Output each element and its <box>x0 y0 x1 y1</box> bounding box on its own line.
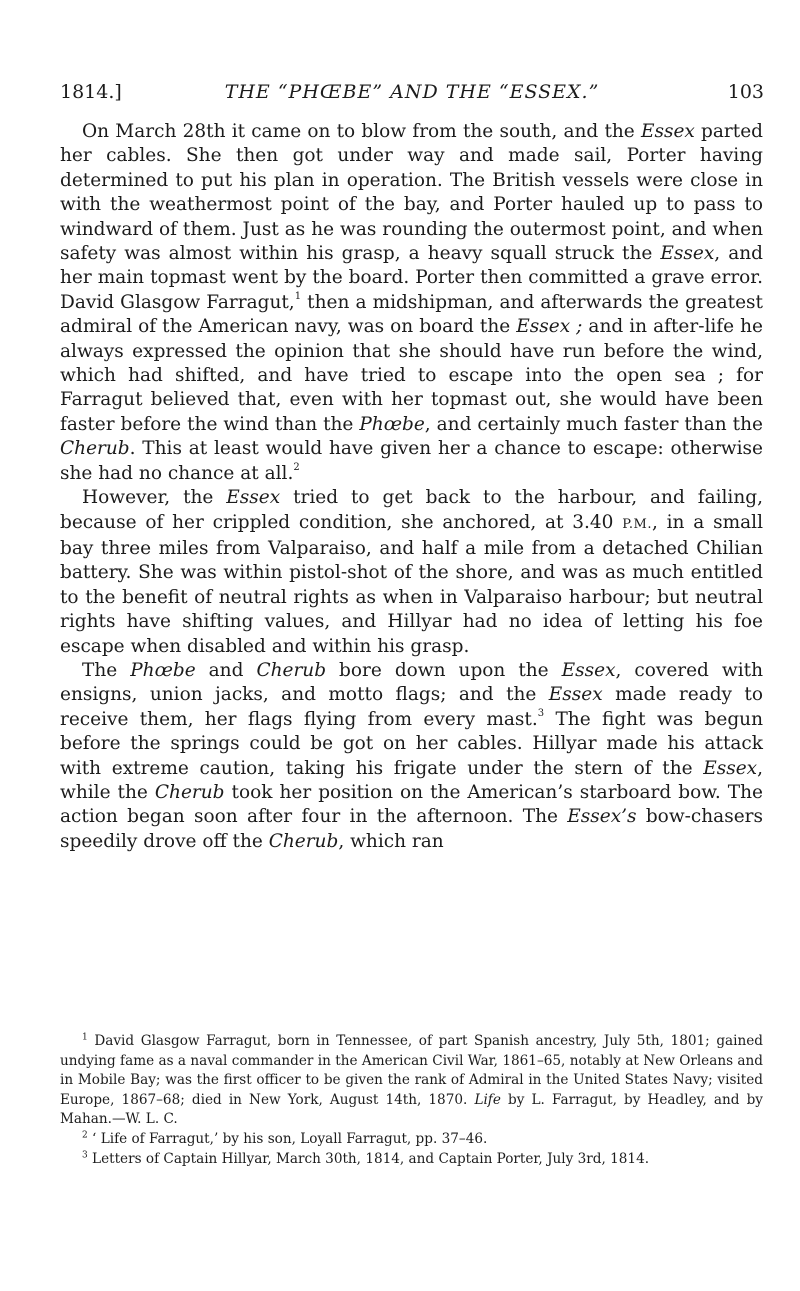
book-title: Life <box>474 1091 501 1108</box>
text-run: , and her main topmast went by the board. Porter then committed a grave error. David Glasgow Farragut, <box>60 243 763 313</box>
ship-name: Essex <box>640 121 695 142</box>
ship-name: Phœbe <box>359 413 425 435</box>
footnote-ref: 3 <box>537 707 545 719</box>
footnote-text: Letters of Captain Hillyar, March 30th, 1814, and Captain Porter, July 3rd, 1814. <box>87 1150 650 1167</box>
footnote-ref: 1 <box>294 290 302 302</box>
text-run: On March 28th it came on to blow from the south, and the <box>82 121 641 142</box>
footnote-mark: 3 <box>82 1150 88 1161</box>
text-run: parted her cables. She then got under way and made sail, Porter having determined to put his plan in operation. The British vessels were close in with the weathermost point of the bay, and Porter hauled up to pass to windward of them. Just as he was rounding the outermost point, and when safety was almost within his grasp, a heavy squall struck the <box>60 121 763 265</box>
footnote-mark: 2 <box>82 1130 88 1141</box>
body-text <box>60 120 763 854</box>
time-abbrev: P.M. <box>622 516 652 532</box>
text-run: . This at least would have given her a chance to escape: otherwise she had no chance at all. <box>60 438 763 484</box>
running-head-year: 1814.] <box>60 81 122 103</box>
footnote-text: David Glasgow Farragut, born in Tennessee, of part Spanish ancestry, July 5th, 1801; gained undying fame as a naval commander in the American Civil War, 1861–65, notably at New Orleans and in Mobile Bay; was the first officer to be given the rank of Admiral in the United States Navy; visited Europe, 1867–68; died in New York, August 14th, 1870. <box>60 1033 763 1108</box>
footnotes <box>60 1032 763 1169</box>
paragraph-3 <box>60 659 763 854</box>
footnote-1 <box>60 1032 763 1130</box>
ship-name: Cherub <box>256 659 327 681</box>
text-run: The fight was begun before the springs could be got on her cables. Hillyar made his attack with extreme caution, taking his frigate under the stern of the <box>60 708 764 779</box>
footnote-text: ‘ Life of Farragut,’ by his son, Loyall Farragut, pp. 37–46. <box>87 1130 488 1147</box>
ship-name: Cherub <box>60 438 130 460</box>
text-run: , which ran <box>338 830 444 852</box>
footnote-text: by L. Farragut, by Headley, and by Mahan.—W. L. C. <box>60 1091 763 1128</box>
ship-name: Essex <box>548 684 603 706</box>
text-run: , covered with ensigns, union jacks, and motto flags; and the <box>60 659 763 706</box>
text-run: then a midshipman, and afterwards the greatest admiral of the American navy, was on board the <box>60 291 763 338</box>
footnote-3 <box>60 1150 763 1170</box>
text-run: , in a small bay three miles from Valparaiso, and half a mile from a detached Chilian battery. She was within pistol-shot of the shore, and was as much entitled to the benefit of neutral rights as when in Valparaiso harbour; but neutral rights have shifting values, and Hillyar had no idea of letting his foe escape when disabled and within his grasp. <box>60 511 763 657</box>
paragraph-1 <box>60 120 763 486</box>
page-number: 103 <box>727 81 764 103</box>
text-run: , and certainly much faster than the <box>424 413 763 435</box>
text-run: bow-chasers speedily drove off the <box>60 806 763 852</box>
ship-name: Cherub <box>154 781 225 803</box>
ship-name: Essex <box>226 487 281 509</box>
text-run: and in after-life he always expressed the opinion that she should have run before the wind, which had shifted, and have tried to escape into the open sea ; for Farragut believed that, even with her topmast out, she would have been faster before the wind than the <box>60 316 763 435</box>
ship-name: Essex ; <box>516 316 583 338</box>
paragraph-2 <box>60 486 763 659</box>
text-run: , while the <box>60 757 763 803</box>
text-run: and <box>195 659 257 681</box>
text-run: However, the <box>82 487 227 509</box>
running-head-title: THE “PHŒBE” AND THE “ESSEX.” <box>224 81 600 103</box>
ship-name: Essex <box>703 757 758 779</box>
ship-name: Cherub <box>268 830 339 852</box>
text-run: took her position on the American’s starboard bow. The action began soon after four in the afternoon. The <box>60 781 763 828</box>
text-run: The <box>82 659 131 681</box>
ship-name: Essex’s <box>567 806 637 828</box>
text-run: bore down upon the <box>326 659 562 681</box>
footnote-2 <box>60 1130 763 1150</box>
footnote-mark: 1 <box>82 1032 88 1043</box>
ship-name: Essex <box>660 243 715 265</box>
text-run: made ready to receive them, her flags flying from every mast. <box>60 684 763 730</box>
ship-name: Phœbe <box>130 659 196 681</box>
ship-name: Essex <box>561 659 616 681</box>
footnote-ref: 2 <box>293 461 300 473</box>
text-run: tried to get back to the harbour, and failing, because of her crippled condition, she anchored, at 3.40 <box>60 487 763 533</box>
running-head <box>60 80 764 104</box>
